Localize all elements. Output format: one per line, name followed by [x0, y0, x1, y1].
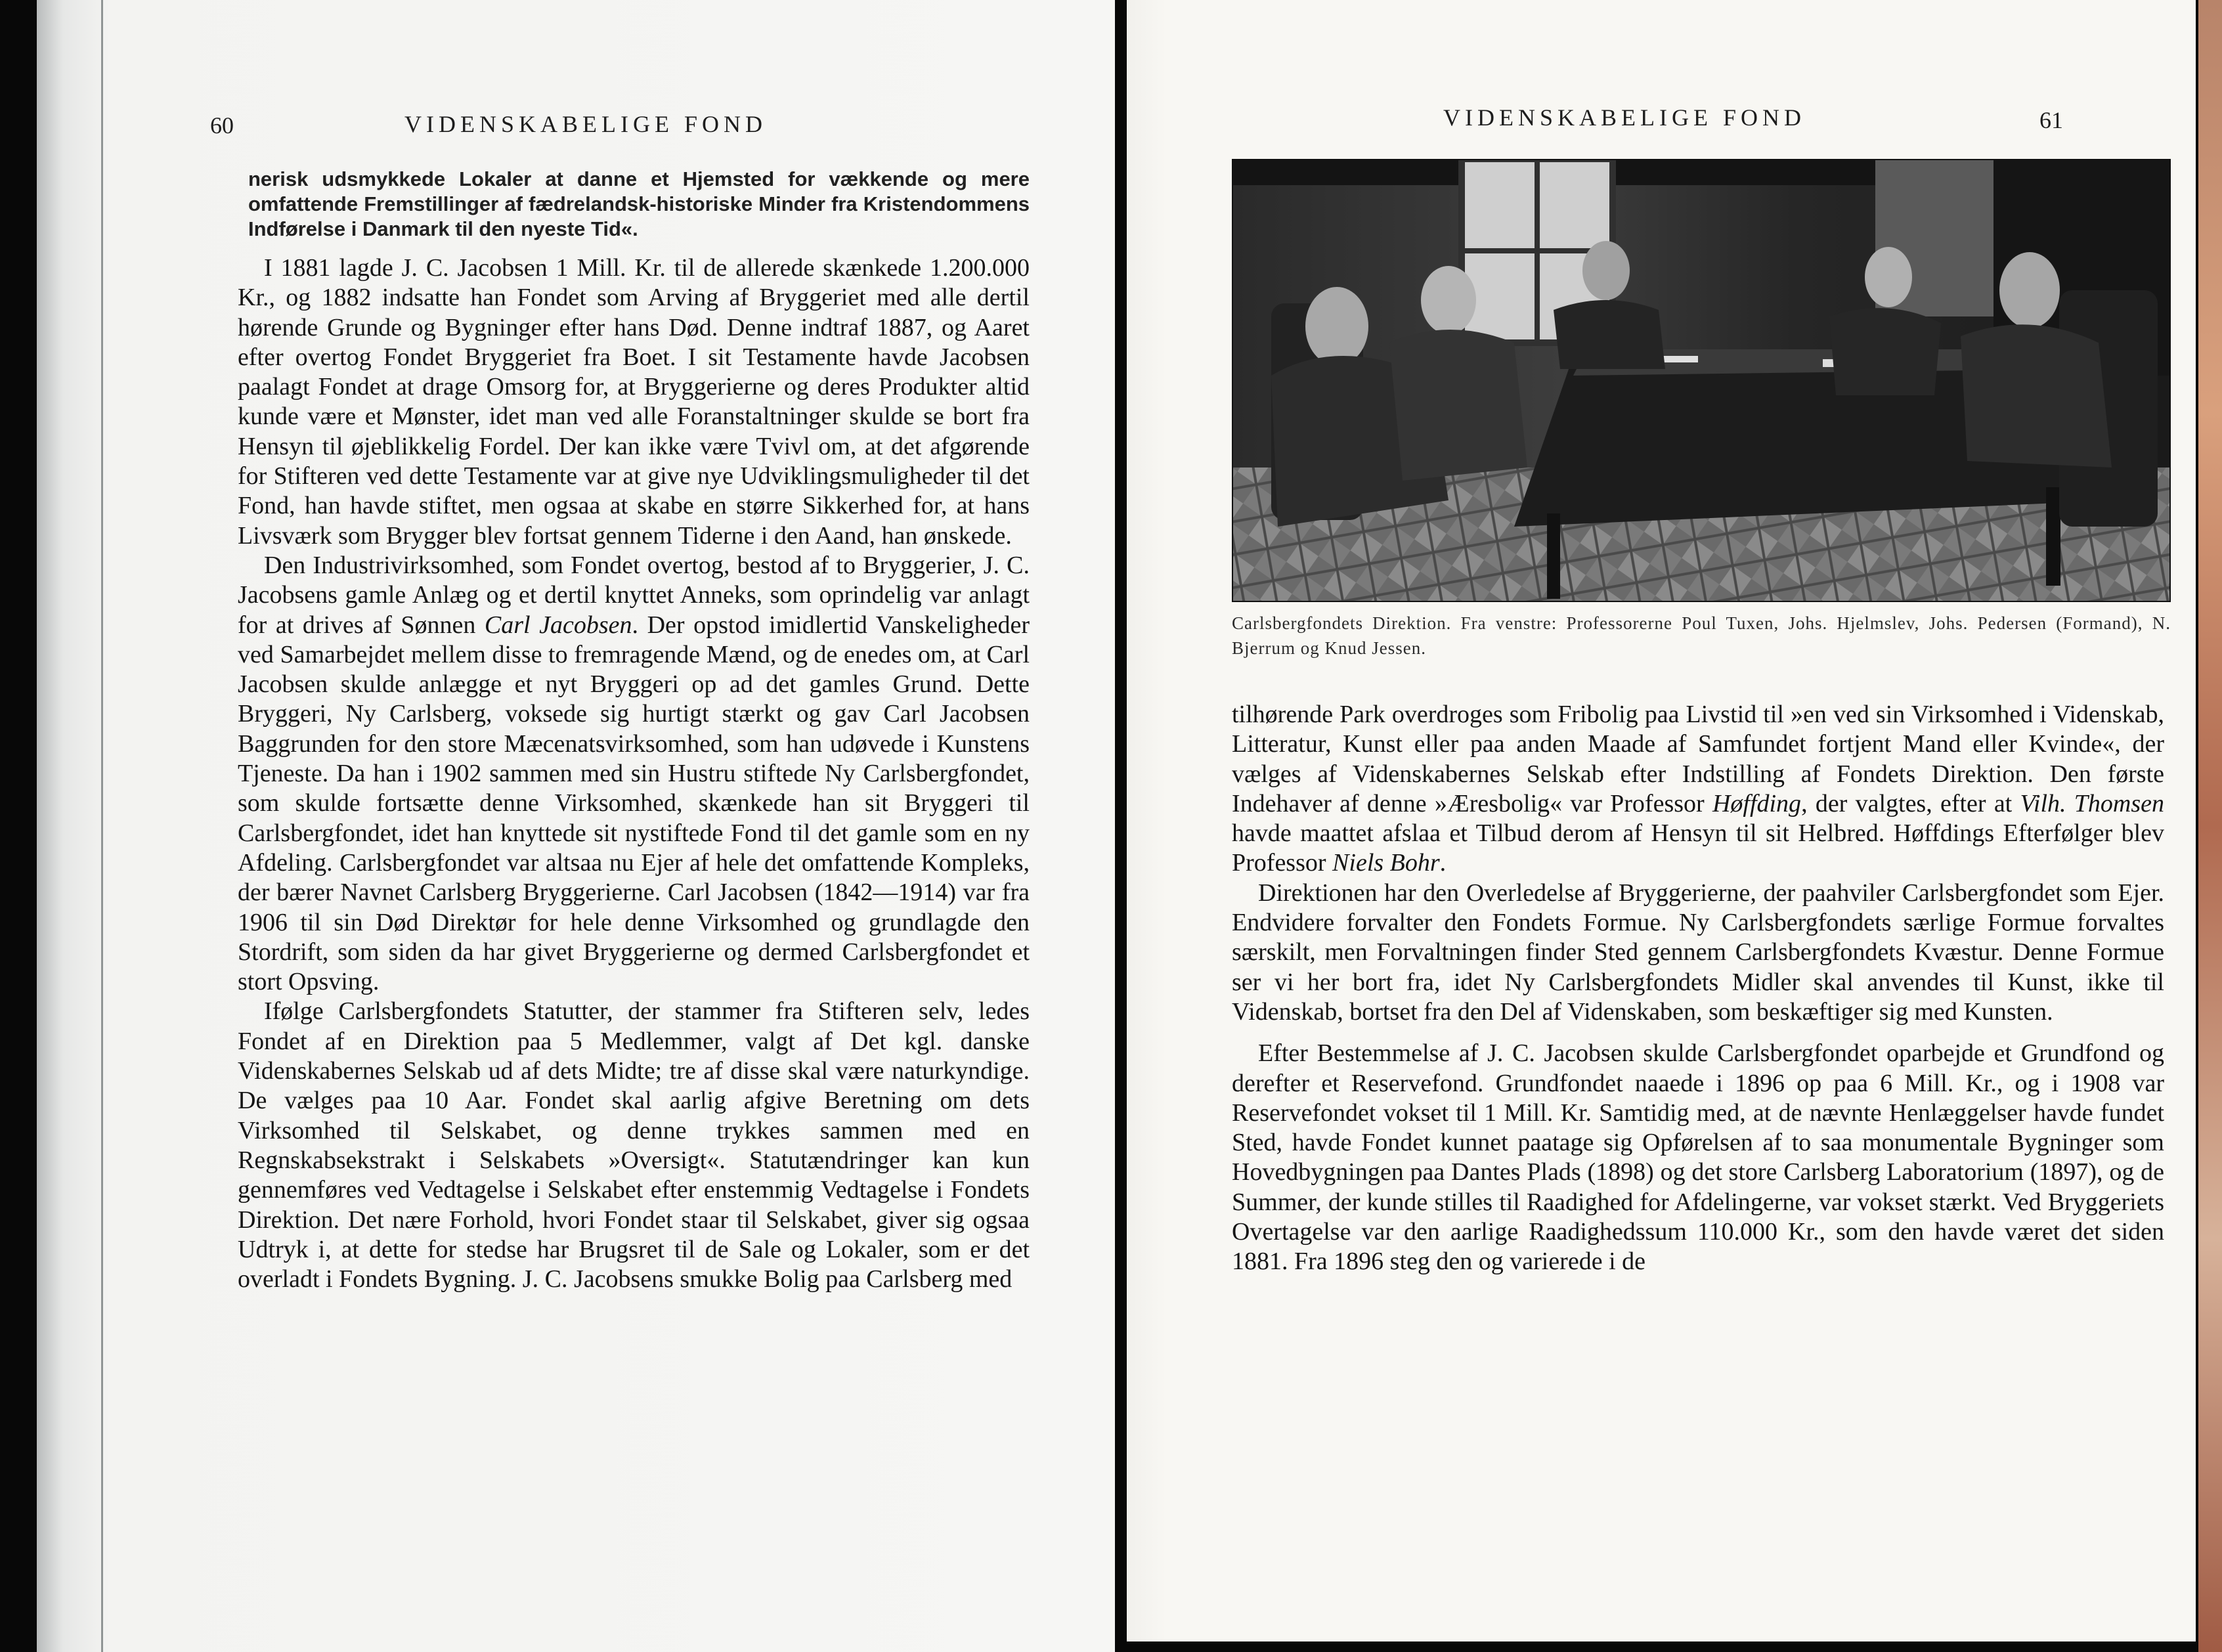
- text-run: , der valgtes, efter at: [1801, 789, 2020, 817]
- text-run: .: [1439, 849, 1447, 877]
- quote-text: nerisk udsmykkede Lokaler at danne et Hjemsted for vækkende og mere omfattende Fremstillinger af fædrelandsk-historiske Minder fra Kristendommens Indførelse i Danmark til den nyeste Tid«.: [248, 167, 1030, 240]
- photo-illustration: [1232, 159, 2171, 602]
- text-run: Den Industrivirksomhed, som Fondet overtog, bestod af to Bryggerier, J. C. Jacobsens gamle Anlæg og et dertil knyttet Anneks, som oprindelig var anlagt for at drives af Sønnen: [238, 551, 1030, 639]
- body-text-right: [1232, 700, 2164, 1277]
- right-page: [1127, 0, 2196, 1641]
- board-photograph: [1232, 159, 2171, 602]
- left-page: [37, 0, 1115, 1652]
- text-run: . Der opstod imidlertid Vanskeligheder ved Samarbejdet mellem disse to fremragende Mænd, og de enedes om, at Carl Jacobsen skulde anlægge et nyt Bryggeri op ad det gamles Grund. Dette Bryggeri, Ny Carlsberg, voksede sig hurtigt stærkt og gav Carl Jacobsen Baggrunden for den store Mæcenatsvirksomhed, som han udøvede i Kunstens Tjeneste. Da han i 1902 sammen med sin Hustru stiftede Ny Carlsbergfondet, som skulde fortsætte denne Virksomhed, skænkede han sit Bryggeri til Carlsbergfondet, idet han knyttede sit nystiftede Fond til det gamle som en ny Afdeling. Carlsbergfondet var altsaa nu Ejer af hele det omfattende Kompleks, der bærer Navnet Carlsberg Bryggerierne. Carl Jacobsen (1842—1914) var fra 1906 til sin Død Direktør for hele denne Virksomhed og grundlagde den Stordrift, som siden da har givet Bryggerierne og dermed Carlsbergfondet et stort Opsving.: [238, 611, 1030, 996]
- person-name: Høffding: [1712, 789, 1802, 817]
- running-header-left: VIDENSKABELIGE FOND: [404, 111, 767, 137]
- paragraph: [238, 551, 1030, 997]
- text-run: havde maattet afslaa et Tilbud derom af Hensyn til sit Helbred. Høffdings Efterfølger blev Professor: [1232, 819, 2164, 877]
- person-name: Vilh. Thomsen: [2020, 789, 2164, 817]
- page-number-right: 61: [2039, 107, 2063, 133]
- running-header-right: VIDENSKABELIGE FOND: [1443, 104, 1806, 131]
- person-name: Niels Bohr: [1332, 849, 1440, 877]
- book-edge: [2198, 0, 2222, 1652]
- spine-shadow: [101, 0, 103, 1652]
- block-quote: [248, 167, 1030, 242]
- paragraph: [1232, 700, 2164, 879]
- caption-text: Carlsbergfondets Direktion. Fra venstre: Professorerne Poul Tuxen, Johs. Hjelmslev, Johs. Pedersen (Formand), N. Bjerrum og Knud Jessen.: [1232, 613, 2171, 658]
- person-name: Carl Jacobsen: [484, 611, 632, 639]
- paragraph: I 1881 lagde J. C. Jacobsen 1 Mill. Kr. til de allerede skænkede 1.200.000 Kr., og 1882 indsatte han Fondet som Arving af Bryggeriet med alle dertil hørende Grunde og Bygninger efter hans Død. Denne indtraf 1887, og Aaret efter overtog Fondet Bryggeriet fra Boet. I sit Testamente havde Jacobsen paalagt Fondet at drage Omsorg for, at Bryggerierne og deres Produkter altid kunde være et Mønster, idet man ved alle Foranstaltninger skulde se bort fra Hensyn til øjeblikkelig Fordel. Der kan ikke være Tvivl om, at det afgørende for Stifteren ved dette Testamente var at give nye Udviklingsmuligheder til det Fond, han havde stiftet, men ogsaa at skabe en større Sikkerhed for, at hans Livsværk som Brygger blev fortsat gennem Tiderne i den Aand, han ønskede.: [238, 254, 1030, 550]
- paragraph: Direktionen har den Overledelse af Bryggerierne, der paahviler Carlsbergfondet som Ejer. Endvidere forvalter den Fondets Formue. Ny Carlsbergfondets særlige Formue forvaltes særskilt, men Forvaltningen finder Sted gennem Carlsbergfondets Kvæstur. Denne Formue ser vi her bort fra, idet Ny Carlsbergfondets Midler skal anvendes til Kunst, ikke til Videnskab, bortset fra den Del af Videnskaben, som beskæftiger sig med Kunsten.: [1232, 879, 2164, 1026]
- text-run: tilhørende Park overdroges som Fribolig paa Livstid til »en ved sin Virksomhed i Videnskab, Litteratur, Kunst eller paa anden Maade af Samfundet fortjent Mand eller Kvinde«, der vælges af Videnskabernes Selskab efter Indstilling af Fondets Direktion. Den første Indehaver af denne »Æresbolig« var Professor: [1232, 701, 2164, 817]
- page-number-left: 60: [210, 112, 234, 139]
- body-text-left: [238, 253, 1030, 1294]
- photo-caption: [1232, 611, 2171, 661]
- paragraph: Ifølge Carlsbergfondets Statutter, der stammer fra Stifteren selv, ledes Fondet af en Direktion paa 5 Medlemmer, valgt af Det kgl. danske Videnskabernes Selskab ud af dets Midte; tre af disse skal være naturkyndige. De vælges paa 10 Aar. Fondet skal aarlig afgive Beretning om dets Virksomhed til Selskabet, og denne trykkes sammen med en Regnskabsekstrakt i Selskabets »Oversigt«. Statutændringer kan kun gennemføres ved Vedtagelse i Selskabet efter enstemmig Vedtagelse i Fondets Direktion. Det nære Forhold, hvori Fondet staar til Selskabet, giver sig ogsaa Udtryk i, at dette for stedse har Brugsret til de Sale og Lokaler, som er det overladt i Fondets Bygning. J. C. Jacobsens smukke Bolig paa Carlsberg med: [238, 997, 1030, 1293]
- paragraph: Efter Bestemmelse af J. C. Jacobsen skulde Carlsbergfondet oparbejde et Grundfond og derefter et Reservefond. Grundfondet naaede i 1896 op paa 6 Mill. Kr., og i 1908 var Reservefondet vokset til 1 Mill. Kr. Samtidig med, at de nævnte Henlæggelser havde fundet Sted, havde Fondet kunnet paatage sig Opførelsen af to saa monumentale Bygninger som Hovedbygningen paa Dantes Plads (1898) og det store Carlsberg Laboratorium (1897), og de Summer, der kunde stilles til Raadighed for Afdelingerne, var vokset stærkt. Ved Bryggeriets Overtagelse var den aarlige Raadighedssum 110.000 Kr., som den havde været det siden 1881. Fra 1896 steg den og varierede i de: [1232, 1039, 2164, 1276]
